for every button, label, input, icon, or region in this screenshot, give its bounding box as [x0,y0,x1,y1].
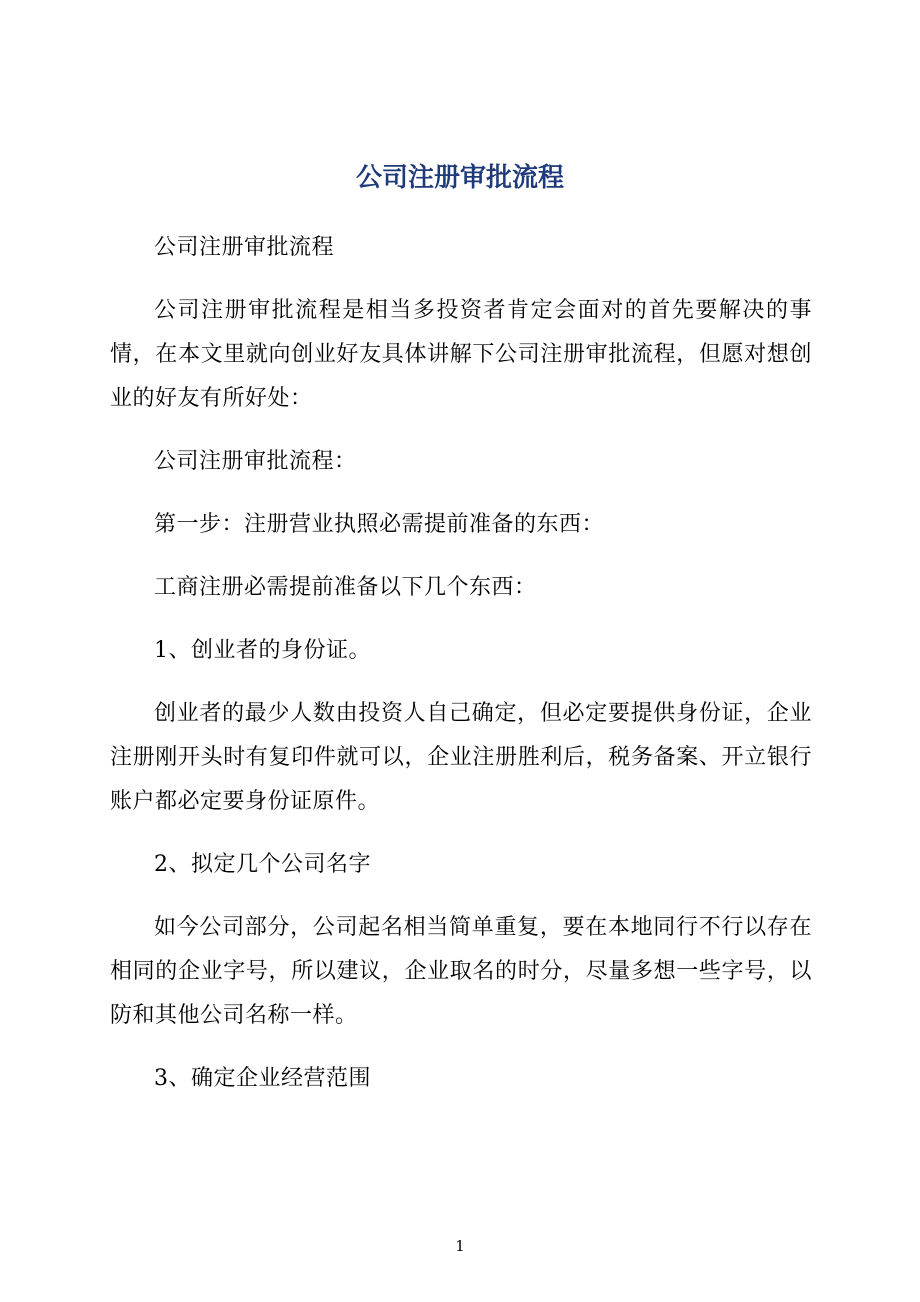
paragraph-id-details: 创业者的最少人数由投资人自己确定，但必定要提供身份证，企业注册刚开头时有复印件就可以，企业注册胜利后，税务备案、开立银行账户都必定要身份证原件。 [110,701,812,814]
list-item-2: 2、拟定几个公司名字 [154,852,371,877]
paragraph-preparation: 工商注册必需提前准备以下几个东西： [154,575,537,600]
list-item-3: 3、确定企业经营范围 [154,1066,371,1091]
paragraph-step-one: 第一步：注册营业执照必需提前准备的东西： [154,512,605,537]
page-number: 1 [455,1237,465,1255]
document-title: 公司注册审批流程 [355,163,564,193]
document-body [110,226,812,1120]
paragraph-name-details: 如今公司部分，公司起名相当简单重复，要在本地同行不行以存在相同的企业字号，所以建议，企业取名的时分，尽量多想一些字号，以防和其他公司名称一样。 [110,915,812,1028]
paragraph-process-heading: 公司注册审批流程： [154,449,357,474]
paragraph-subtitle: 公司注册审批流程 [154,235,335,260]
paragraph-intro: 公司注册审批流程是相当多投资者肯定会面对的首先要解决的事情，在本文里就向创业好友具体讲解下公司注册审批流程，但愿对想创业的好友有所好处： [110,298,812,411]
list-item-1: 1、创业者的身份证。 [154,638,371,663]
